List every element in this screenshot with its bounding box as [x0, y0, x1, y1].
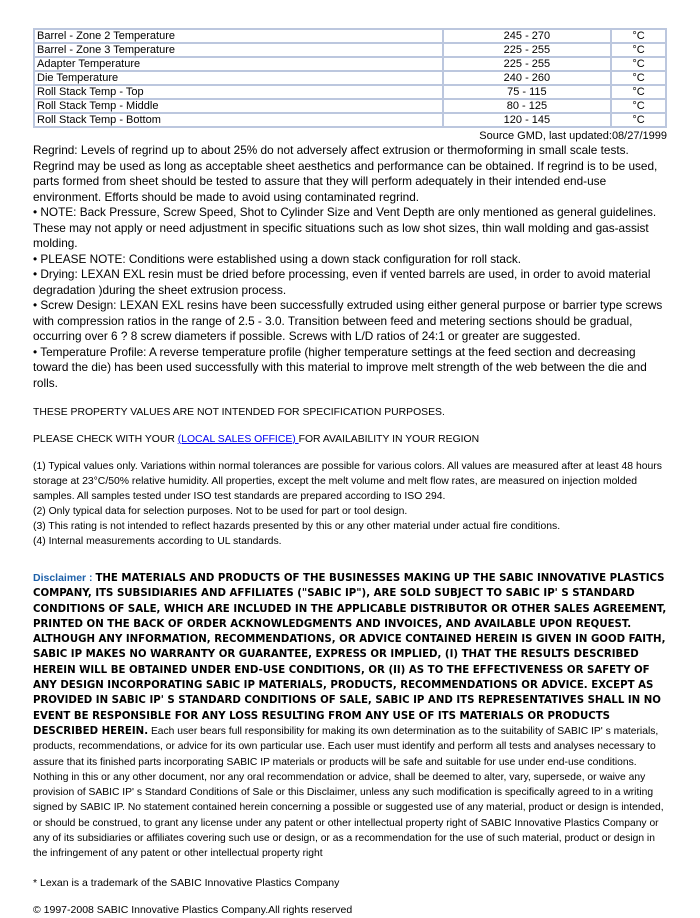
disclaimer-label: Disclaimer :: [33, 572, 96, 584]
copyright-note: © 1997-2008 SABIC Innovative Plastics Company.All rights reserved: [33, 903, 353, 916]
disclaimer-bold-text: THE MATERIALS AND PRODUCTS OF THE BUSINESSES MAKING UP THE SABIC INNOVATIVE PLASTICS COMPANY, ITS SUBSIDIARIES AND AFFILIATES ("SABIC IP"), ARE SOLD SUBJECT TO SABIC IP' S STANDARD CONDITIONS OF SALE, WHICH ARE INCLUDED IN THE APPLICABLE DISTRIBUTOR OR OTHER SALES AGREEMENT, PRINTED ON THE BACK OF ORDER ACKNOWLEDGMENTS AND INVOICES, AND AVAILABLE UPON REQUEST. ALTHOUGH ANY INFORMATION, RECOMMENDATIONS, OR ADVICE CONTAINED HEREIN IS GIVEN IN GOOD FAITH, SABIC IP MAKES NO WARRANTY OR GUARANTEE, EXPRESS OR IMPLIED, (I) THAT THE RESULTS DESCRIBED HEREIN WILL BE OBTAINED UNDER END-USE CONDITIONS, OR (II) AS TO THE EFFECTIVENESS OR SAFETY OF ANY DESIGN INCORPORATING SABIC IP MATERIALS, PRODUCTS, RECOMMENDATIONS OR ADVICE. EXCEPT AS PROVIDED IN SABIC IP' S STANDARD CONDITIONS OF SALE, SABIC IP AND ITS REPRESENTATIVES SHALL IN NO EVENT BE RESPONSIBLE FOR ANY LOSS RESULTING FROM ANY USE OF ITS MATERIALS OR PRODUCTS DESCRIBED HEREIN.: [33, 573, 667, 737]
table-row: [34, 29, 666, 43]
param-name: Adapter Temperature: [34, 57, 443, 71]
roll-stack-note: • PLEASE NOTE: Conditions were established using a down stack configuration for roll stack.: [33, 251, 522, 266]
param-value: 225 - 255: [443, 43, 611, 57]
table-row: [34, 57, 666, 71]
temperature-profile-note: • Temperature Profile: A reverse temperature profile (higher temperature settings at the feed section and decreasing toward the die) has been used successfully with this material to improve melt strength of the web between the die and rolls.: [33, 344, 647, 390]
param-unit: °C: [611, 29, 666, 43]
disclaimer: [33, 571, 667, 862]
regrind-note: Regrind: Levels of regrind up to about 25% do not adversely affect extrusion or thermoforming in small scale tests. Regrind may be used as long as acceptable sheet aesthetics and performance can be obtained. If regrind is to be used, parts formed from sheet should be tested to assure that they will perform adequately in their intended end-use environment. Efforts should be made to avoid using contaminated regrind.: [33, 143, 658, 204]
processing-parameters-table: [33, 28, 667, 128]
param-value: 245 - 270: [443, 29, 611, 43]
general-guideline-note: • NOTE: Back Pressure, Screw Speed, Shot to Cylinder Size and Vent Depth are only mentioned as general guidelines. These may not apply or need adjustment in specific situations such as low shot sizes, thin wall molding and gas-assist molding.: [33, 205, 657, 250]
table-row: [34, 43, 666, 57]
availability-suffix: FOR AVAILABILITY IN YOUR REGION: [298, 434, 480, 445]
param-unit: °C: [611, 71, 666, 85]
param-value: 240 - 260: [443, 71, 611, 85]
footnotes: [33, 459, 667, 549]
param-name: Roll Stack Temp - Middle: [34, 99, 443, 113]
param-value: 225 - 255: [443, 57, 611, 71]
processing-notes: [33, 143, 667, 391]
footnote-3: (3) This rating is not intended to reflect hazards presented by this or any other material under actual fire conditions.: [33, 521, 561, 532]
table-row: [34, 85, 666, 99]
local-sales-office-link[interactable]: (LOCAL SALES OFFICE): [177, 434, 299, 445]
param-name: Roll Stack Temp - Bottom: [34, 113, 443, 127]
param-unit: °C: [611, 57, 666, 71]
param-value: 75 - 115: [443, 85, 611, 99]
screw-design-note: • Screw Design: LEXAN EXL resins have been successfully extruded using either general purpose or barrier type screws with compression ratios in the range of 2.5 - 3.0. Transition between feed and metering sections should be gradual, occurring over 6 ? 8 screw diameters if possible. Screws with L/D ratios of 24:1 or greater are suggested.: [33, 298, 663, 343]
param-name: Barrel - Zone 3 Temperature: [34, 43, 443, 57]
specification-notice: THESE PROPERTY VALUES ARE NOT INTENDED FOR SPECIFICATION PURPOSES.: [33, 407, 445, 418]
trademark-note: * Lexan is a trademark of the SABIC Innovative Plastics Company: [33, 876, 340, 889]
drying-note: • Drying: LEXAN EXL resin must be dried before processing, even if vented barrels are used, in order to avoid material degradation )during the sheet extrusion process.: [33, 267, 651, 297]
table-row: [34, 99, 666, 113]
source-note: Source GMD, last updated:08/27/1999: [479, 130, 667, 142]
param-unit: °C: [611, 113, 666, 127]
table-row: [34, 113, 666, 127]
param-unit: °C: [611, 99, 666, 113]
param-value: 120 - 145: [443, 113, 611, 127]
param-name: Roll Stack Temp - Top: [34, 85, 443, 99]
availability-notice: [33, 432, 667, 447]
param-name: Barrel - Zone 2 Temperature: [34, 29, 443, 43]
footnote-1: (1) Typical values only. Variations within normal tolerances are possible for various colors. All values are measured after at least 48 hours storage at 23°C/50% relative humidity. All properties, except the melt volume and melt flow rates, are measured on injection molded samples. All samples tested under ISO test standards are prepared according to ISO 294.: [33, 461, 662, 502]
disclaimer-body-text: Each user bears full responsibility for making its own determination as to the suitability of SABIC IP' s materials, products, recommendations, or advice for its own particular use. Each user must identify and perform all tests and analyses necessary to assure that its finished parts incorporating SABIC IP materials or products will be safe and suitable for use under end-use conditions. Nothing in this or any other document, nor any oral recommendation or advice, shall be deemed to alter, vary, supersede, or waive any provision of SABIC IP' s Standard Conditions of Sale or this Disclaimer, unless any such modification is specifically agreed to in a writing signed by SABIC IP. No statement contained herein concerning a possible or suggested use of any material, product or design is intended, or should be construed, to grant any license under any patent or other intellectual property right of SABIC Innovative Plastics Company or any of its subsidiaries or affiliates covering such use or design, or as a recommendation for the use of such material, product or design in the infringement of any patent or other intellectual property right: [33, 725, 664, 860]
param-value: 80 - 125: [443, 99, 611, 113]
availability-prefix: PLEASE CHECK WITH YOUR: [33, 434, 178, 445]
footnote-4: (4) Internal measurements according to UL standards.: [33, 536, 282, 547]
param-name: Die Temperature: [34, 71, 443, 85]
param-unit: °C: [611, 43, 666, 57]
footnote-2: (2) Only typical data for selection purposes. Not to be used for part or tool design.: [33, 506, 408, 517]
table-row: [34, 71, 666, 85]
document-page: [33, 28, 667, 918]
param-unit: °C: [611, 85, 666, 99]
